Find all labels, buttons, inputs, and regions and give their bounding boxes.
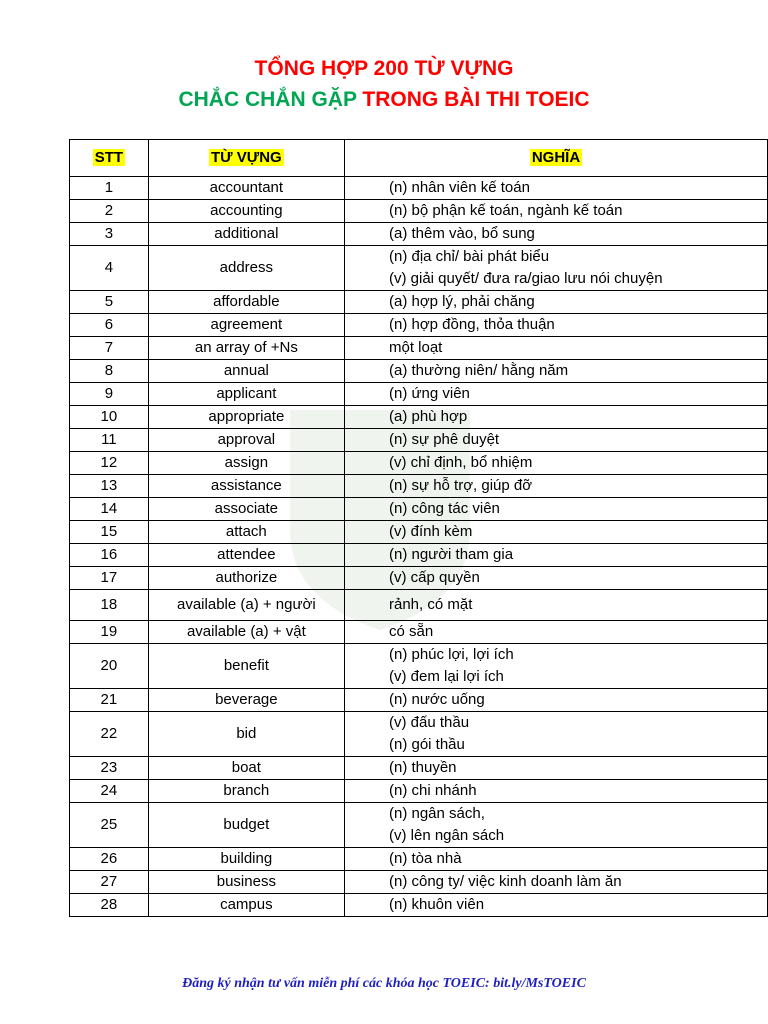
row-number: 15 — [70, 521, 149, 544]
table-row — [70, 406, 768, 429]
meaning-line: (v) đính kèm — [388, 523, 473, 540]
row-meaning — [344, 780, 767, 803]
row-word: address — [148, 246, 344, 291]
row-meaning — [344, 621, 767, 644]
meaning-line: (n) sự hỗ trợ, giúp đỡ — [388, 477, 533, 494]
row-meaning — [344, 475, 767, 498]
row-meaning — [344, 177, 767, 200]
row-number: 6 — [70, 314, 149, 337]
table-row — [70, 177, 768, 200]
row-meaning — [344, 360, 767, 383]
table-row — [70, 848, 768, 871]
meaning-line: (n) phúc lợi, lợi ích — [388, 646, 514, 663]
meaning-line: (n) chi nhánh — [388, 782, 477, 799]
row-word: benefit — [148, 644, 344, 689]
row-meaning — [344, 452, 767, 475]
meaning-line: (n) ngân sách, — [388, 805, 485, 822]
row-meaning — [344, 498, 767, 521]
header-stt: STT — [70, 140, 149, 177]
meaning-line: (v) cấp quyền — [388, 569, 480, 586]
title-line-1: TỔNG HỢP 200 TỪ VỰNG — [254, 57, 514, 80]
row-word: authorize — [148, 567, 344, 590]
row-meaning — [344, 521, 767, 544]
row-word: branch — [148, 780, 344, 803]
table-row — [70, 567, 768, 590]
row-word: campus — [148, 894, 344, 917]
meaning-line: (n) công ty/ việc kinh doanh làm ăn — [388, 873, 622, 890]
table-header-row — [70, 140, 768, 177]
meaning-line: (a) hợp lý, phải chăng — [388, 293, 535, 310]
row-meaning — [344, 894, 767, 917]
table-row — [70, 360, 768, 383]
row-word: affordable — [148, 291, 344, 314]
row-meaning — [344, 567, 767, 590]
table-row — [70, 337, 768, 360]
table-row — [70, 498, 768, 521]
row-number: 12 — [70, 452, 149, 475]
row-number: 1 — [70, 177, 149, 200]
meaning-line: (n) công tác viên — [388, 500, 500, 517]
row-meaning — [344, 200, 767, 223]
meaning-line: (a) thường niên/ hằng năm — [388, 362, 569, 379]
row-number: 7 — [70, 337, 149, 360]
row-word: budget — [148, 803, 344, 848]
row-number: 25 — [70, 803, 149, 848]
row-word: boat — [148, 757, 344, 780]
row-word: agreement — [148, 314, 344, 337]
table-row — [70, 223, 768, 246]
meaning-line: (n) bộ phận kế toán, ngành kế toán — [388, 202, 623, 219]
meaning-line: (a) phù hợp — [388, 408, 468, 425]
row-number: 23 — [70, 757, 149, 780]
table-row — [70, 475, 768, 498]
row-meaning — [344, 803, 767, 848]
row-meaning — [344, 291, 767, 314]
vocabulary-table — [69, 139, 768, 917]
meaning-line: (v) lên ngân sách — [388, 827, 505, 844]
table-row — [70, 521, 768, 544]
row-number: 17 — [70, 567, 149, 590]
meaning-line: (n) địa chỉ/ bài phát biểu — [388, 248, 550, 265]
meaning-line: (v) chỉ định, bổ nhiệm — [388, 454, 533, 471]
table-row — [70, 544, 768, 567]
table-row — [70, 780, 768, 803]
table-row — [70, 871, 768, 894]
row-number: 22 — [70, 712, 149, 757]
table-row — [70, 803, 768, 848]
table-row — [70, 383, 768, 406]
row-number: 26 — [70, 848, 149, 871]
table-row — [70, 712, 768, 757]
meaning-line: (v) giải quyết/ đưa ra/giao lưu nói chuyện — [388, 270, 663, 287]
header-word: TỪ VỰNG — [148, 140, 344, 177]
row-word: building — [148, 848, 344, 871]
table-row — [70, 621, 768, 644]
row-word: appropriate — [148, 406, 344, 429]
row-meaning — [344, 757, 767, 780]
row-word: an array of +Ns — [148, 337, 344, 360]
table-row — [70, 429, 768, 452]
row-number: 16 — [70, 544, 149, 567]
table-row — [70, 590, 768, 621]
meaning-line: (n) khuôn viên — [388, 896, 485, 913]
row-word: accountant — [148, 177, 344, 200]
row-meaning — [344, 406, 767, 429]
header-meaning: NGHĨA — [344, 140, 767, 177]
row-number: 27 — [70, 871, 149, 894]
row-word: business — [148, 871, 344, 894]
meaning-line: rảnh, có mặt — [388, 596, 473, 613]
row-number: 19 — [70, 621, 149, 644]
row-meaning — [344, 848, 767, 871]
row-meaning — [344, 689, 767, 712]
meaning-line: (n) gói thầu — [388, 736, 465, 753]
meaning-line: (v) đấu thầu — [388, 714, 470, 731]
row-word: available (a) + người — [148, 590, 344, 621]
row-word: attach — [148, 521, 344, 544]
row-word: available (a) + vật — [148, 621, 344, 644]
row-number: 10 — [70, 406, 149, 429]
title-line-2 — [0, 88, 768, 112]
title-line-2-green: CHẮC CHẮN GẶP — [178, 88, 357, 111]
row-word: bid — [148, 712, 344, 757]
table-row — [70, 291, 768, 314]
meaning-line: (n) hợp đồng, thỏa thuận — [388, 316, 555, 333]
row-number: 9 — [70, 383, 149, 406]
meaning-line: có sẵn — [388, 623, 434, 640]
row-number: 3 — [70, 223, 149, 246]
row-number: 13 — [70, 475, 149, 498]
meaning-line: (n) người tham gia — [388, 546, 514, 563]
row-number: 24 — [70, 780, 149, 803]
row-meaning — [344, 712, 767, 757]
row-word: assistance — [148, 475, 344, 498]
row-number: 18 — [70, 590, 149, 621]
row-number: 2 — [70, 200, 149, 223]
table-row — [70, 894, 768, 917]
table-row — [70, 314, 768, 337]
row-number: 4 — [70, 246, 149, 291]
row-number: 28 — [70, 894, 149, 917]
footer-note: Đăng ký nhận tư vấn miễn phí các khóa học TOEIC: bit.ly/MsTOEIC — [182, 976, 586, 991]
row-meaning — [344, 314, 767, 337]
meaning-line: (n) thuyền — [388, 759, 457, 776]
row-word: additional — [148, 223, 344, 246]
row-number: 11 — [70, 429, 149, 452]
row-word: accounting — [148, 200, 344, 223]
meaning-line: (n) tòa nhà — [388, 850, 462, 867]
table-row — [70, 757, 768, 780]
meaning-line: (v) đem lại lợi ích — [388, 668, 504, 685]
row-word: approval — [148, 429, 344, 452]
table-row — [70, 452, 768, 475]
row-word: assign — [148, 452, 344, 475]
table-row — [70, 246, 768, 291]
row-number: 5 — [70, 291, 149, 314]
row-word: associate — [148, 498, 344, 521]
row-meaning — [344, 871, 767, 894]
row-meaning — [344, 429, 767, 452]
row-meaning — [344, 383, 767, 406]
table-row — [70, 200, 768, 223]
meaning-line: (a) thêm vào, bổ sung — [388, 225, 535, 242]
table-row — [70, 689, 768, 712]
meaning-line: (n) sự phê duyệt — [388, 431, 500, 448]
row-number: 21 — [70, 689, 149, 712]
row-word: beverage — [148, 689, 344, 712]
row-number: 14 — [70, 498, 149, 521]
row-meaning — [344, 590, 767, 621]
row-word: annual — [148, 360, 344, 383]
row-meaning — [344, 644, 767, 689]
row-number: 8 — [70, 360, 149, 383]
meaning-line: (n) nước uống — [388, 691, 485, 708]
row-number: 20 — [70, 644, 149, 689]
meaning-line: một loạt — [388, 339, 443, 356]
table-row — [70, 644, 768, 689]
row-word: applicant — [148, 383, 344, 406]
title-line-2-red: TRONG BÀI THI TOEIC — [362, 88, 590, 111]
row-meaning — [344, 223, 767, 246]
row-meaning — [344, 337, 767, 360]
row-meaning — [344, 544, 767, 567]
row-meaning — [344, 246, 767, 291]
meaning-line: (n) nhân viên kế toán — [388, 179, 530, 196]
meaning-line: (n) ứng viên — [388, 385, 470, 402]
row-word: attendee — [148, 544, 344, 567]
